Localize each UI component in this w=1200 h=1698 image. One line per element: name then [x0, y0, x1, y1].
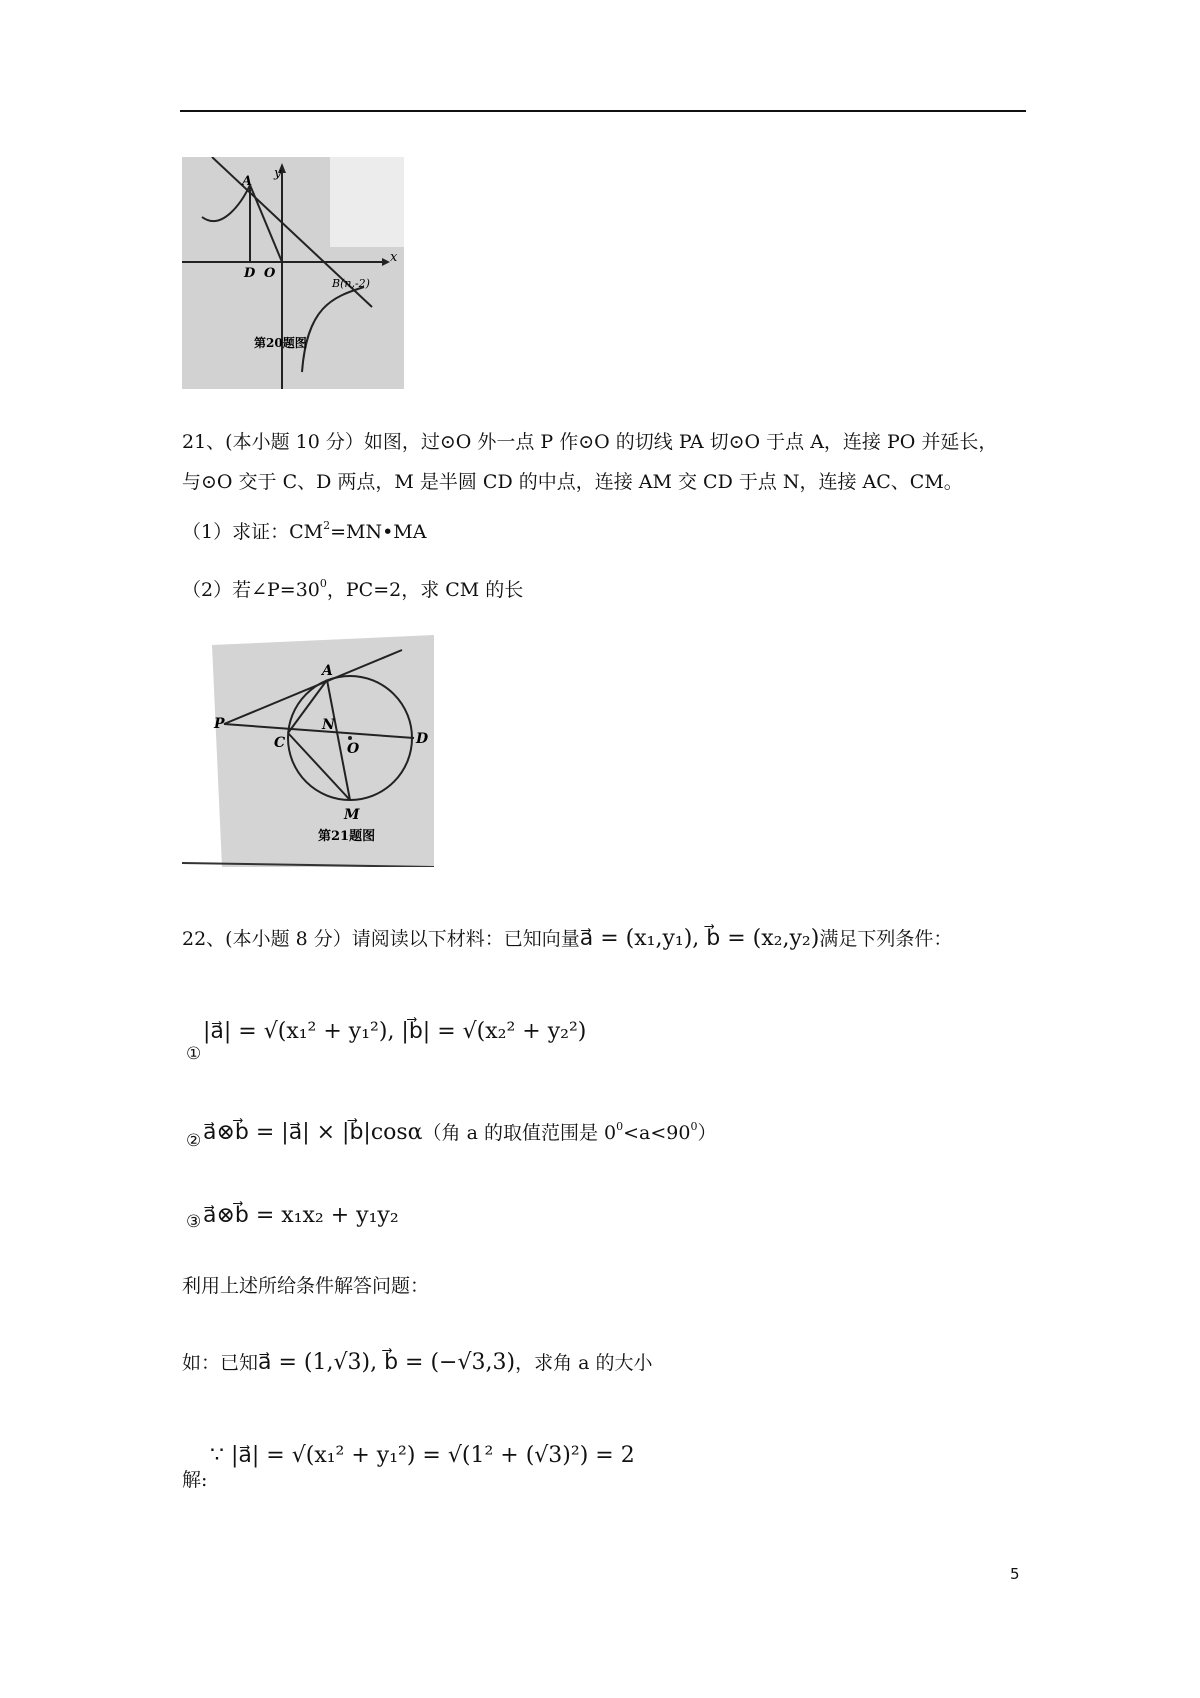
fig20-label-b: B(n,-2) — [332, 277, 370, 290]
fig21-label-m: M — [344, 807, 360, 823]
q22-solution-math: ∵ |a⃗| = √(x₁² + y₁²) = √(1² + (√3)²) = 2 — [210, 1443, 635, 1468]
q22-condition2 — [203, 1113, 716, 1153]
fig20-label-y: y — [274, 166, 282, 181]
q22-solution-label: 解: — [182, 1469, 208, 1491]
q22-example-pre: 如：已知 — [182, 1352, 259, 1374]
fig20-label-d: D — [244, 266, 256, 281]
q22-condition2-note-pre: （角 a 的取值范围是 0 — [422, 1122, 617, 1144]
header-rule — [180, 110, 1026, 112]
page-number: 5 — [1010, 1565, 1020, 1583]
q22-condition2-note-mid: <a<90 — [623, 1122, 691, 1144]
fig20-label-a: A — [242, 174, 253, 189]
q22-intro — [182, 919, 952, 959]
fig21-label-d: D — [416, 731, 429, 747]
q21-line1: 21、(本小题 10 分）如图，过⊙O 外一点 P 作⊙O 的切线 PA 切⊙O 于点 A，连接 PO 并延长， — [182, 431, 998, 453]
q22-condition2-sup2: 0 — [690, 1120, 698, 1133]
q21-part1 — [182, 512, 426, 552]
fig20-caption: 第20题图 — [254, 336, 307, 350]
q22-condition1-math: |a⃗| = √(x₁² + y₁²), |b⃗| = √(x₂² + y₂²) — [203, 1019, 587, 1044]
q21-line2: 与⊙O 交于 C、D 两点，M 是半圆 CD 的中点，连接 AM 交 CD 于点 N，连接 AC、CM。 — [182, 471, 963, 493]
q22-intro-math: a⃗ = (x₁,y₁), b⃗ = (x₂,y₂) — [579, 926, 820, 951]
fig20-label-x: x — [390, 250, 398, 265]
q21-part1-post: =MN•MA — [330, 521, 427, 543]
q22-example-post: ，求角 a 的大小 — [515, 1352, 653, 1374]
q22-use-line: 利用上述所给条件解答问题： — [182, 1275, 430, 1297]
fig21-label-p: P — [214, 716, 225, 732]
figure-21 — [182, 635, 434, 867]
q21-part2-post: ，PC=2，求 CM 的长 — [326, 579, 524, 601]
q22-condition2-note-post: ） — [697, 1122, 717, 1144]
q22-intro-post: 满足下列条件： — [819, 928, 953, 950]
fig21-label-c: C — [274, 735, 286, 751]
q22-example — [182, 1343, 653, 1383]
q22-condition1-number: ① — [186, 1044, 202, 1064]
q22-condition2-number: ② — [186, 1131, 202, 1151]
fig21-label-o: O — [347, 741, 360, 757]
q22-condition2-sup1: 0 — [616, 1120, 624, 1133]
q21-part2 — [182, 570, 523, 610]
q22-intro-pre: 22、(本小题 8 分）请阅读以下材料：已知向量 — [182, 928, 580, 950]
q21-part2-pre: （2）若∠P=30 — [182, 579, 320, 601]
q22-condition2-math: a⃗⊗b⃗ = |a⃗| × |b⃗|cosα — [203, 1120, 423, 1145]
q21-part2-sup: 0 — [319, 577, 327, 590]
q22-example-math: a⃗ = (1,√3), b⃗ = (−√3,3) — [258, 1350, 516, 1375]
fig21-label-a: A — [322, 663, 333, 679]
q21-part1-sup: 2 — [323, 519, 331, 532]
fig21-label-n: N — [322, 717, 335, 733]
fig21-caption: 第21题图 — [318, 829, 376, 844]
q21-part1-pre: （1）求证：CM — [182, 521, 324, 543]
q22-condition3-number: ③ — [186, 1212, 202, 1232]
q22-condition3-math: a⃗⊗b⃗ = x₁x₂ + y₁y₂ — [203, 1203, 399, 1228]
figure-20 — [182, 157, 404, 389]
fig20-label-o: O — [264, 266, 276, 281]
